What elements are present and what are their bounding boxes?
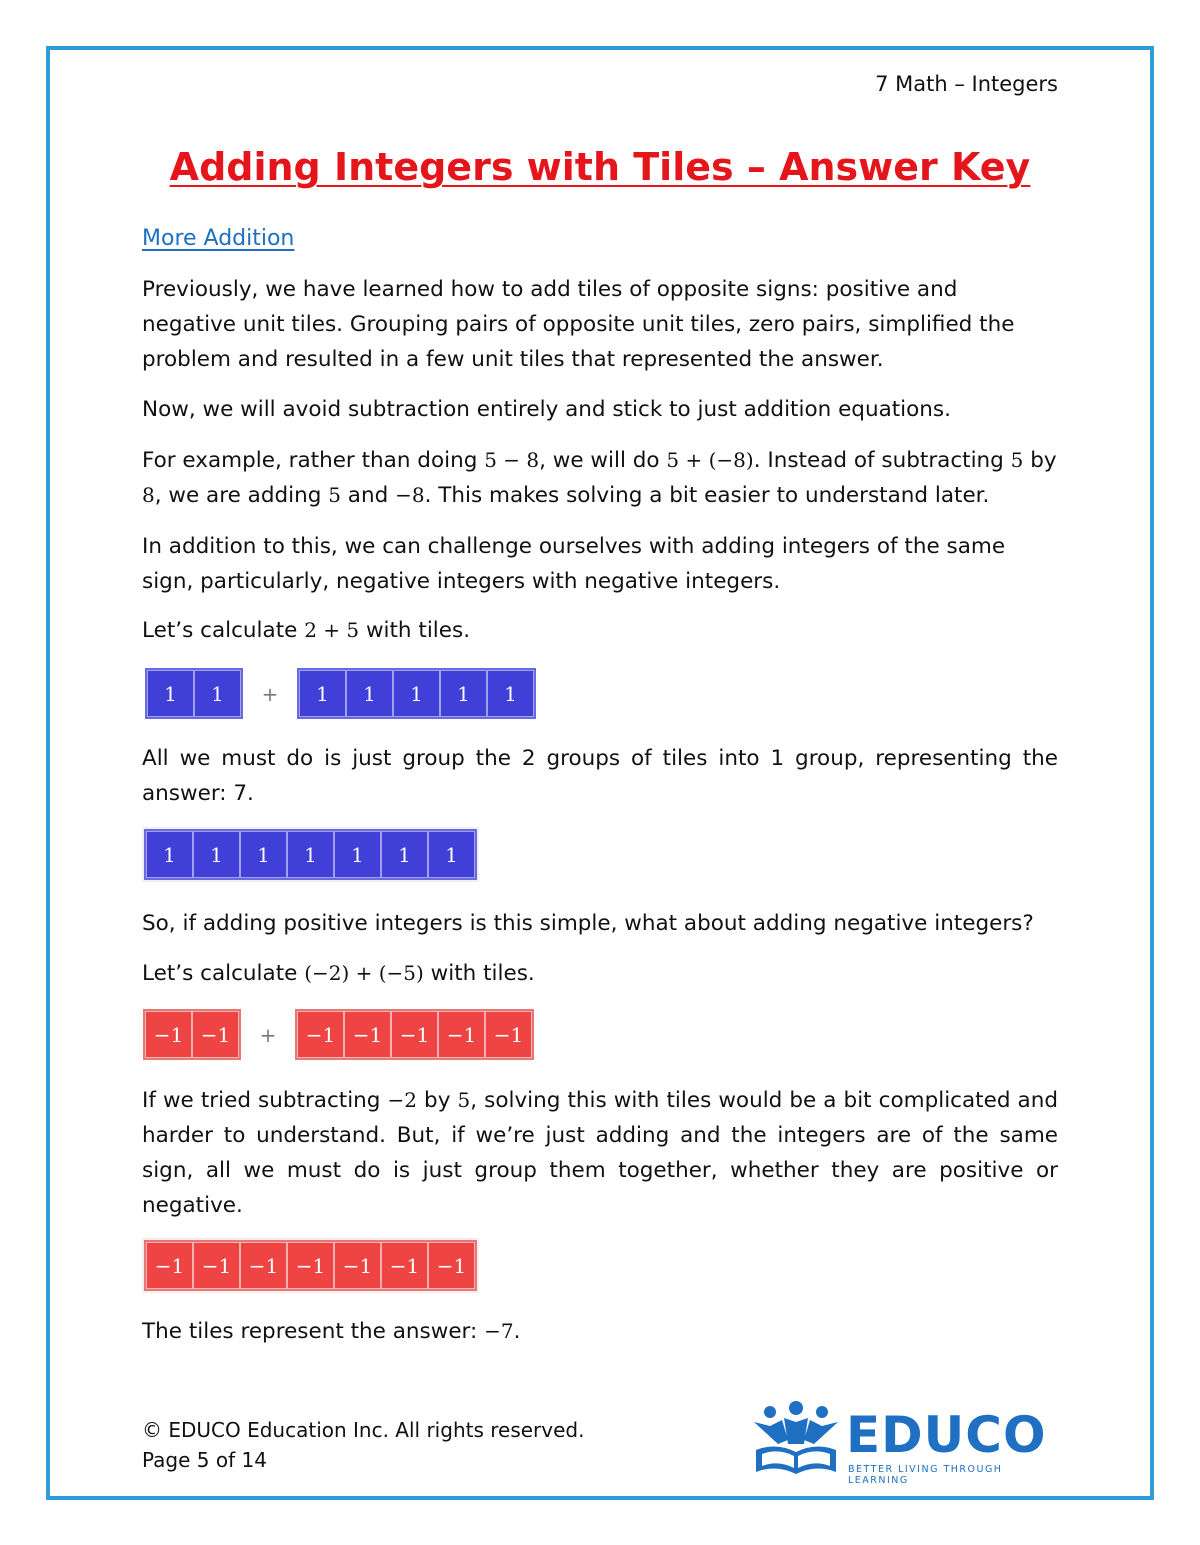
positive-tile: 1 [428,831,475,878]
paragraph-9: If we tried subtracting −2 by 5, solving this with tiles would be a bit complicated and harder to understand. But, if we’re just adding and the integers are of the same sign, all we must do is just group them together, whether they are positive or negative. [142,1088,1058,1218]
positive-tile: 1 [487,670,534,717]
positive-tile: 1 [287,831,334,878]
paragraph-4: In addition to this, we can challenge ourselves with adding integers of the same sign, particularly, negative integers with negative integers. [142,534,1006,594]
negative-tile: −1 [485,1011,532,1058]
negative-tile: −1 [145,1011,192,1058]
negative-tile: −1 [428,1242,475,1289]
positive-tile: 1 [346,670,393,717]
tile-group-neg-two [145,1011,239,1058]
negative-tile: −1 [297,1011,344,1058]
educo-logo [748,1400,1048,1486]
tile-group-two [147,670,241,717]
people-book-icon [748,1400,844,1480]
positive-tile: 1 [440,670,487,717]
course-header: 7 Math – Integers [875,72,1058,96]
logo-wordmark: EDUCO [846,1406,1047,1464]
positive-tile: 1 [147,670,194,717]
paragraph-8: Let’s calculate (−2) + (−5) with tiles. [142,961,535,986]
tiles-neg2-plus-neg5 [145,1011,532,1058]
paragraph-10: The tiles represent the answer: −7. [142,1319,521,1344]
negative-tile: −1 [438,1011,485,1058]
tile-group-neg-seven [146,1242,475,1289]
section-heading: More Addition [142,226,295,251]
tile-group-seven [146,831,475,878]
paragraph-2: Now, we will avoid subtraction entirely and stick to just addition equations. [142,397,951,422]
paragraph-3: For example, rather than doing 5 − 8, we will do 5 + (−8). Instead of subtracting 5 by 8, we are adding 5 and −8. This makes solving a bit easier to understand later. [142,448,1057,508]
positive-tile: 1 [393,670,440,717]
positive-tile: 1 [240,831,287,878]
copyright-notice: © EDUCO Education Inc. All rights reserved. [142,1418,585,1442]
positive-tile: 1 [334,831,381,878]
positive-tile: 1 [193,831,240,878]
page-title: Adding Integers with Tiles – Answer Key [169,145,1031,189]
negative-tile: −1 [193,1242,240,1289]
positive-tile: 1 [146,831,193,878]
negative-tile: −1 [240,1242,287,1289]
positive-tile: 1 [299,670,346,717]
tile-group-neg-five [297,1011,532,1058]
tiles-answer-seven [142,827,479,882]
negative-tile: −1 [344,1011,391,1058]
paragraph-1: Previously, we have learned how to add tiles of opposite signs: positive and negative unit tiles. Grouping pairs of opposite unit tiles, zero pairs, simplified the problem and resulted in a few unit tiles that represented the answer. [142,277,1015,372]
tiles-answer-neg-seven [142,1238,479,1293]
paragraph-6: All we must do is just group the 2 groups of tiles into 1 group, representing the answer: 7. [142,746,1058,806]
logo-tagline: BETTER LIVING THROUGH LEARNING [848,1464,1003,1486]
paragraph-7: So, if adding positive integers is this simple, what about adding negative integers? [142,911,1034,936]
negative-tile: −1 [381,1242,428,1289]
negative-tile: −1 [146,1242,193,1289]
plus-sign: + [261,681,279,706]
negative-tile: −1 [334,1242,381,1289]
positive-tile: 1 [194,670,241,717]
tile-group-five [299,670,534,717]
positive-tile: 1 [381,831,428,878]
plus-sign: + [259,1022,277,1047]
negative-tile: −1 [391,1011,438,1058]
negative-tile: −1 [192,1011,239,1058]
page-number: Page 5 of 14 [142,1448,267,1472]
paragraph-5: Let’s calculate 2 + 5 with tiles. [142,618,471,643]
tiles-2-plus-5 [147,670,534,717]
negative-tile: −1 [287,1242,334,1289]
